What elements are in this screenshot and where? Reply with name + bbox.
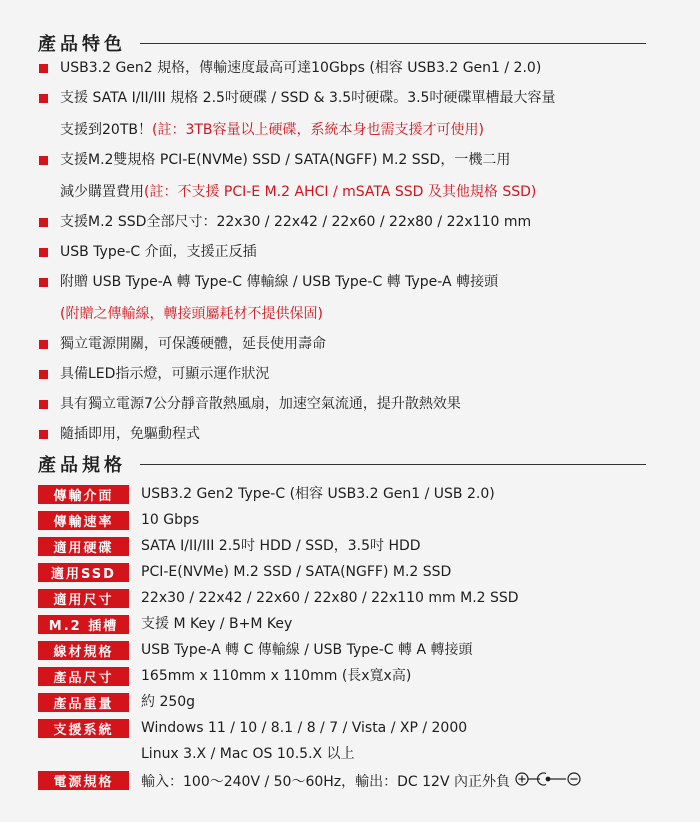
- feature-text: 具備LED指示燈，可顯示運作狀況: [60, 366, 270, 382]
- feature-line: [60, 150, 668, 170]
- feature-line: [60, 364, 668, 384]
- bullet-square-icon: [39, 248, 48, 257]
- spec-value: [141, 641, 473, 660]
- spec-row: [38, 771, 678, 790]
- bullet-square-icon: [39, 64, 48, 73]
- feature-line: [60, 334, 668, 354]
- spec-row: [38, 693, 678, 712]
- feature-line: [60, 394, 668, 414]
- feature-item: [38, 150, 668, 202]
- feature-text: USB Type-C 介面，支援正反插: [60, 244, 257, 260]
- spec-value-text: USB3.2 Gen2 Type-C (相容 USB3.2 Gen1 / USB 2.0): [141, 486, 495, 502]
- spec-label: 電源規格: [38, 771, 129, 790]
- feature-text: 支援M.2雙規格 PCI-E(NVMe) SSD / SATA(NGFF) M.2 SSD，一機二用: [60, 152, 511, 168]
- spec-table: [38, 485, 678, 797]
- spec-row: [38, 537, 678, 556]
- bullet-square-icon: [39, 278, 48, 287]
- spec-value-line: [141, 589, 519, 608]
- feature-line: [60, 242, 668, 262]
- feature-note: (註：3TB容量以上硬碟，系統本身也需支援才可使用): [151, 122, 484, 138]
- feature-item: [38, 394, 668, 414]
- spec-row: [38, 719, 678, 764]
- spec-label: 產品尺寸: [38, 667, 129, 686]
- spec-label: 適用硬碟: [38, 537, 129, 556]
- specs-divider: [140, 464, 646, 465]
- spec-label: 適用SSD: [38, 563, 129, 582]
- feature-item: [38, 88, 668, 140]
- feature-line: [60, 304, 668, 324]
- feature-item: [38, 364, 668, 384]
- spec-value-text: 輸入：100～240V / 50～60Hz，輸出：DC 12V 內正外負: [141, 774, 510, 790]
- feature-item: [38, 58, 668, 78]
- spec-value-line: [141, 511, 199, 530]
- spec-value: [141, 511, 199, 530]
- bullet-square-icon: [39, 370, 48, 379]
- feature-note: (註：不支援 PCI-E M.2 AHCI / mSATA SSD 及其他規格 SSD): [144, 184, 537, 200]
- feature-line: [60, 424, 668, 444]
- spec-value-line: [141, 563, 451, 582]
- feature-note: (附贈之傳輸線，轉接頭屬耗材不提供保固): [60, 306, 323, 322]
- feature-line: [60, 58, 668, 78]
- spec-row: [38, 563, 678, 582]
- feature-item: [38, 272, 668, 324]
- spec-value-text: 10 Gbps: [141, 512, 200, 528]
- feature-list: [38, 58, 668, 454]
- spec-value-line: [141, 641, 473, 660]
- feature-line: [60, 212, 668, 232]
- feature-text: 支援M.2 SSD全部尺寸：22x30 / 22x42 / 22x60 / 22x80 / 22x110 mm: [60, 214, 532, 230]
- spec-label: 適用尺寸: [38, 589, 129, 608]
- spec-row: [38, 511, 678, 530]
- feature-line: [60, 182, 668, 202]
- spec-value-line: [141, 485, 495, 504]
- feature-text: 減少購置費用: [60, 184, 144, 200]
- spec-label: 支援系統: [38, 719, 129, 738]
- spec-value: [141, 693, 195, 712]
- spec-value-line: [141, 537, 421, 556]
- spec-value-line: [141, 719, 467, 738]
- spec-label: 線材規格: [38, 641, 129, 660]
- spec-row: [38, 641, 678, 660]
- specs-title: 產品規格: [38, 455, 126, 476]
- spec-row: [38, 615, 678, 634]
- spec-value: [141, 667, 411, 686]
- spec-row: [38, 485, 678, 504]
- spec-value: [141, 485, 495, 504]
- spec-value-line: [141, 771, 586, 790]
- spec-value-line: [141, 693, 195, 712]
- spec-label: 傳輸介面: [38, 485, 129, 504]
- spec-value-text: 約 250g: [141, 694, 196, 710]
- spec-label: 傳輸速率: [38, 511, 129, 530]
- bullet-square-icon: [39, 430, 48, 439]
- spec-value: [141, 589, 519, 608]
- spec-value-line: [141, 615, 292, 634]
- features-divider: [140, 43, 646, 44]
- polarity-icon: [514, 771, 586, 793]
- feature-item: [38, 242, 668, 262]
- bullet-square-icon: [39, 94, 48, 103]
- feature-line: [60, 120, 668, 140]
- spec-label: 產品重量: [38, 693, 129, 712]
- feature-line: [60, 88, 668, 108]
- feature-item: [38, 424, 668, 444]
- spec-value-text: Linux 3.X / Mac OS 10.5.X 以上: [141, 746, 355, 762]
- bullet-square-icon: [39, 340, 48, 349]
- features-header: [38, 30, 646, 56]
- feature-text: 獨立電源開關，可保護硬體，延長使用壽命: [60, 336, 326, 352]
- spec-value-text: 22x30 / 22x42 / 22x60 / 22x80 / 22x110 mm M.2 SSD: [141, 590, 519, 606]
- features-title: 產品特色: [38, 34, 126, 55]
- bullet-square-icon: [39, 156, 48, 165]
- feature-line: [60, 272, 668, 292]
- spec-value-text: USB Type-A 轉 C 傳輸線 / USB Type-C 轉 A 轉接頭: [141, 642, 473, 658]
- feature-text: 具有獨立電源7公分靜音散熱風扇，加速空氣流通，提升散熱效果: [60, 396, 461, 412]
- spec-value: [141, 537, 421, 556]
- spec-value-line: [141, 745, 467, 764]
- feature-item: [38, 212, 668, 232]
- feature-text: 支援到20TB！: [60, 122, 152, 138]
- spec-value: [141, 615, 292, 634]
- feature-item: [38, 334, 668, 354]
- feature-text: 附贈 USB Type-A 轉 Type-C 傳輸線 / USB Type-C 轉 Type-A 轉接頭: [60, 274, 499, 290]
- feature-text: USB3.2 Gen2 規格，傳輸速度最高可達10Gbps (相容 USB3.2 Gen1 / 2.0): [60, 60, 542, 76]
- spec-row: [38, 589, 678, 608]
- feature-text: 隨插即用，免驅動程式: [60, 426, 200, 442]
- spec-value: [141, 563, 451, 582]
- spec-value-line: [141, 667, 411, 686]
- spec-value: [141, 771, 586, 790]
- spec-value-text: SATA I/II/III 2.5吋 HDD / SSD，3.5吋 HDD: [141, 538, 421, 554]
- spec-value-text: 支援 M Key / B+M Key: [141, 616, 293, 632]
- specs-header: [38, 451, 646, 477]
- bullet-square-icon: [39, 400, 48, 409]
- spec-value-text: 165mm x 110mm x 110mm (長x寬x高): [141, 668, 412, 684]
- bullet-square-icon: [39, 218, 48, 227]
- feature-text: 支援 SATA I/II/III 規格 2.5吋硬碟 / SSD & 3.5吋硬碟。3.5吋硬碟單槽最大容量: [60, 90, 556, 106]
- spec-value-text: PCI-E(NVMe) M.2 SSD / SATA(NGFF) M.2 SSD: [141, 564, 452, 580]
- spec-value: [141, 719, 467, 764]
- spec-label: M.2 插槽: [38, 615, 129, 634]
- spec-row: [38, 667, 678, 686]
- spec-value-text: Windows 11 / 10 / 8.1 / 8 / 7 / Vista / XP / 2000: [141, 720, 468, 736]
